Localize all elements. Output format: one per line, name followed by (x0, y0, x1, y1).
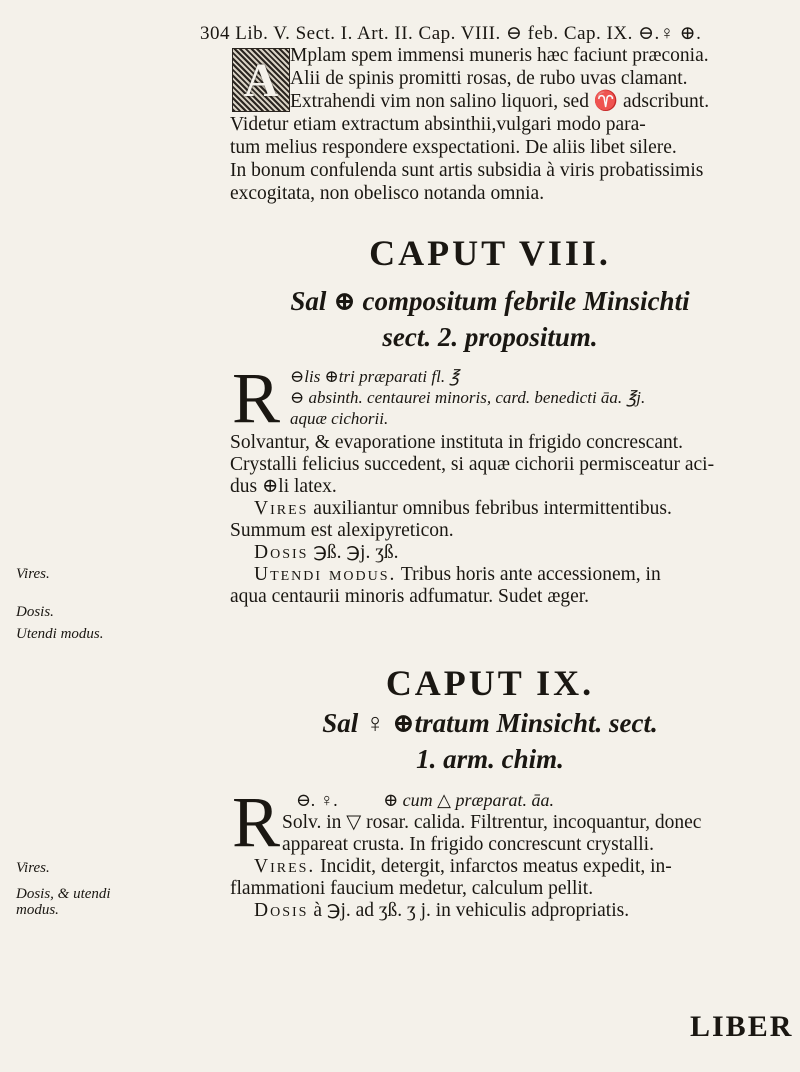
body-line: Crystalli felicius succedent, si aquæ cichorii permisceatur aci- (230, 454, 715, 475)
vires-cont: flammationi faucium medetur, calculum pellit. (230, 878, 594, 899)
vires-text: Incidit, detergit, infarctos meatus expedit, in- (320, 856, 672, 877)
catchword: LIBER (690, 1010, 794, 1043)
chapter-9-body (230, 812, 790, 922)
body-line: dus ⊕li latex. (230, 476, 337, 497)
chapter-8-heading: CAPUT VIII. (369, 233, 611, 273)
vires-label: Vires (254, 498, 309, 519)
recipe-line: ⊖ absinth. centaurei minoris, card. benedicti āa. ℥j. (290, 388, 646, 407)
chapter-9-recipe (296, 790, 554, 811)
intro-line: In bonum confulenda sunt artis subsidia à viris probatissimis (230, 160, 704, 181)
utendi-cont: aqua centaurii minoris adfumatur. Sudet æger. (230, 586, 590, 607)
intro-line: Mplam spem immensi muneris hæc faciunt præconia. (290, 45, 709, 66)
chapter-9-title-line2: 1. arm. chim. (416, 744, 564, 774)
chapter-8-title-line1: Sal ⊕ compositum febrile Minsichti (290, 286, 690, 316)
recipe-line: ⊖. ♀. ⊕ cum △ præparat. āa. (296, 790, 555, 810)
vires-line (230, 498, 790, 520)
chapter-8-recipe (290, 366, 645, 429)
vires-text: auxiliantur omnibus febribus intermittentibus. (313, 498, 672, 519)
vires-cont: Summum est alexipyreticon. (230, 520, 454, 541)
chapter-9-recipe-initial: R (232, 782, 281, 862)
vires-label: Vires. (254, 856, 316, 877)
body-line: Solv. in ▽ rosar. calida. Filtrentur, incoquantur, donec (282, 812, 702, 833)
intro-line: Extrahendi vim non salino liquori, sed ♈ adscribunt. (290, 91, 710, 112)
intro-line: Videtur etiam extractum absinthii,vulgari modo para- (230, 114, 646, 135)
chapter-9-heading: CAPUT IX. (385, 663, 595, 703)
utendi-text: Tribus horis ante accessionem, in (400, 564, 661, 585)
utendi-label: Utendi modus. (254, 564, 397, 585)
vires-line (230, 856, 790, 878)
running-head: 304 Lib. V. Sect. I. Art. II. Cap. VIII. ⊖ feb. Cap. IX. ⊖.♀ ⊕. (200, 23, 702, 44)
chapter-8-title-line2: sect. 2. propositum. (382, 322, 598, 352)
intro-line: excogitata, non obelisco notanda omnia. (230, 183, 545, 204)
utendi-line (230, 564, 790, 586)
margin-note-vires: Vires. (16, 860, 50, 876)
chapter-8-recipe-initial: R (232, 358, 281, 438)
dosis-label: Dosis (254, 900, 309, 921)
dosis-text: à ℈j. ad ʒß. ʒ j. in vehiculis adpropriatis. (313, 900, 630, 921)
body-line: appareat crusta. In frigido concrescunt crystalli. (282, 834, 654, 855)
margin-note-vires: Vires. (16, 566, 50, 582)
dosis-line (230, 542, 790, 564)
dosis-text: ℈ß. ℈j. ʒß. (313, 542, 399, 563)
recipe-line: aquæ cichorii. (290, 409, 389, 428)
chapter-8-body (230, 432, 790, 608)
chapter-9-title-line1: Sal ♀ ⊕tratum Minsicht. sect. (322, 708, 658, 738)
intro-line: tum melius respondere exspectationi. De aliis libet silere. (230, 137, 677, 158)
recipe-line: ⊖lis ⊕tri præparati fl. ℥ (290, 367, 460, 386)
margin-note-utendi: Utendi modus. (16, 626, 104, 642)
ornamental-initial-letter: A (243, 53, 279, 107)
dosis-label: Dosis (254, 542, 309, 563)
body-line: Solvantur, & evaporatione instituta in frigido concrescant. (230, 432, 684, 453)
dosis-line (230, 900, 790, 922)
margin-note-dosis-utendi: Dosis, & utendi modus. (16, 886, 111, 918)
intro-paragraph (230, 44, 790, 205)
margin-note-dosis: Dosis. (16, 604, 54, 620)
intro-line: Alii de spinis promitti rosas, de rubo uvas clamant. (290, 68, 688, 89)
